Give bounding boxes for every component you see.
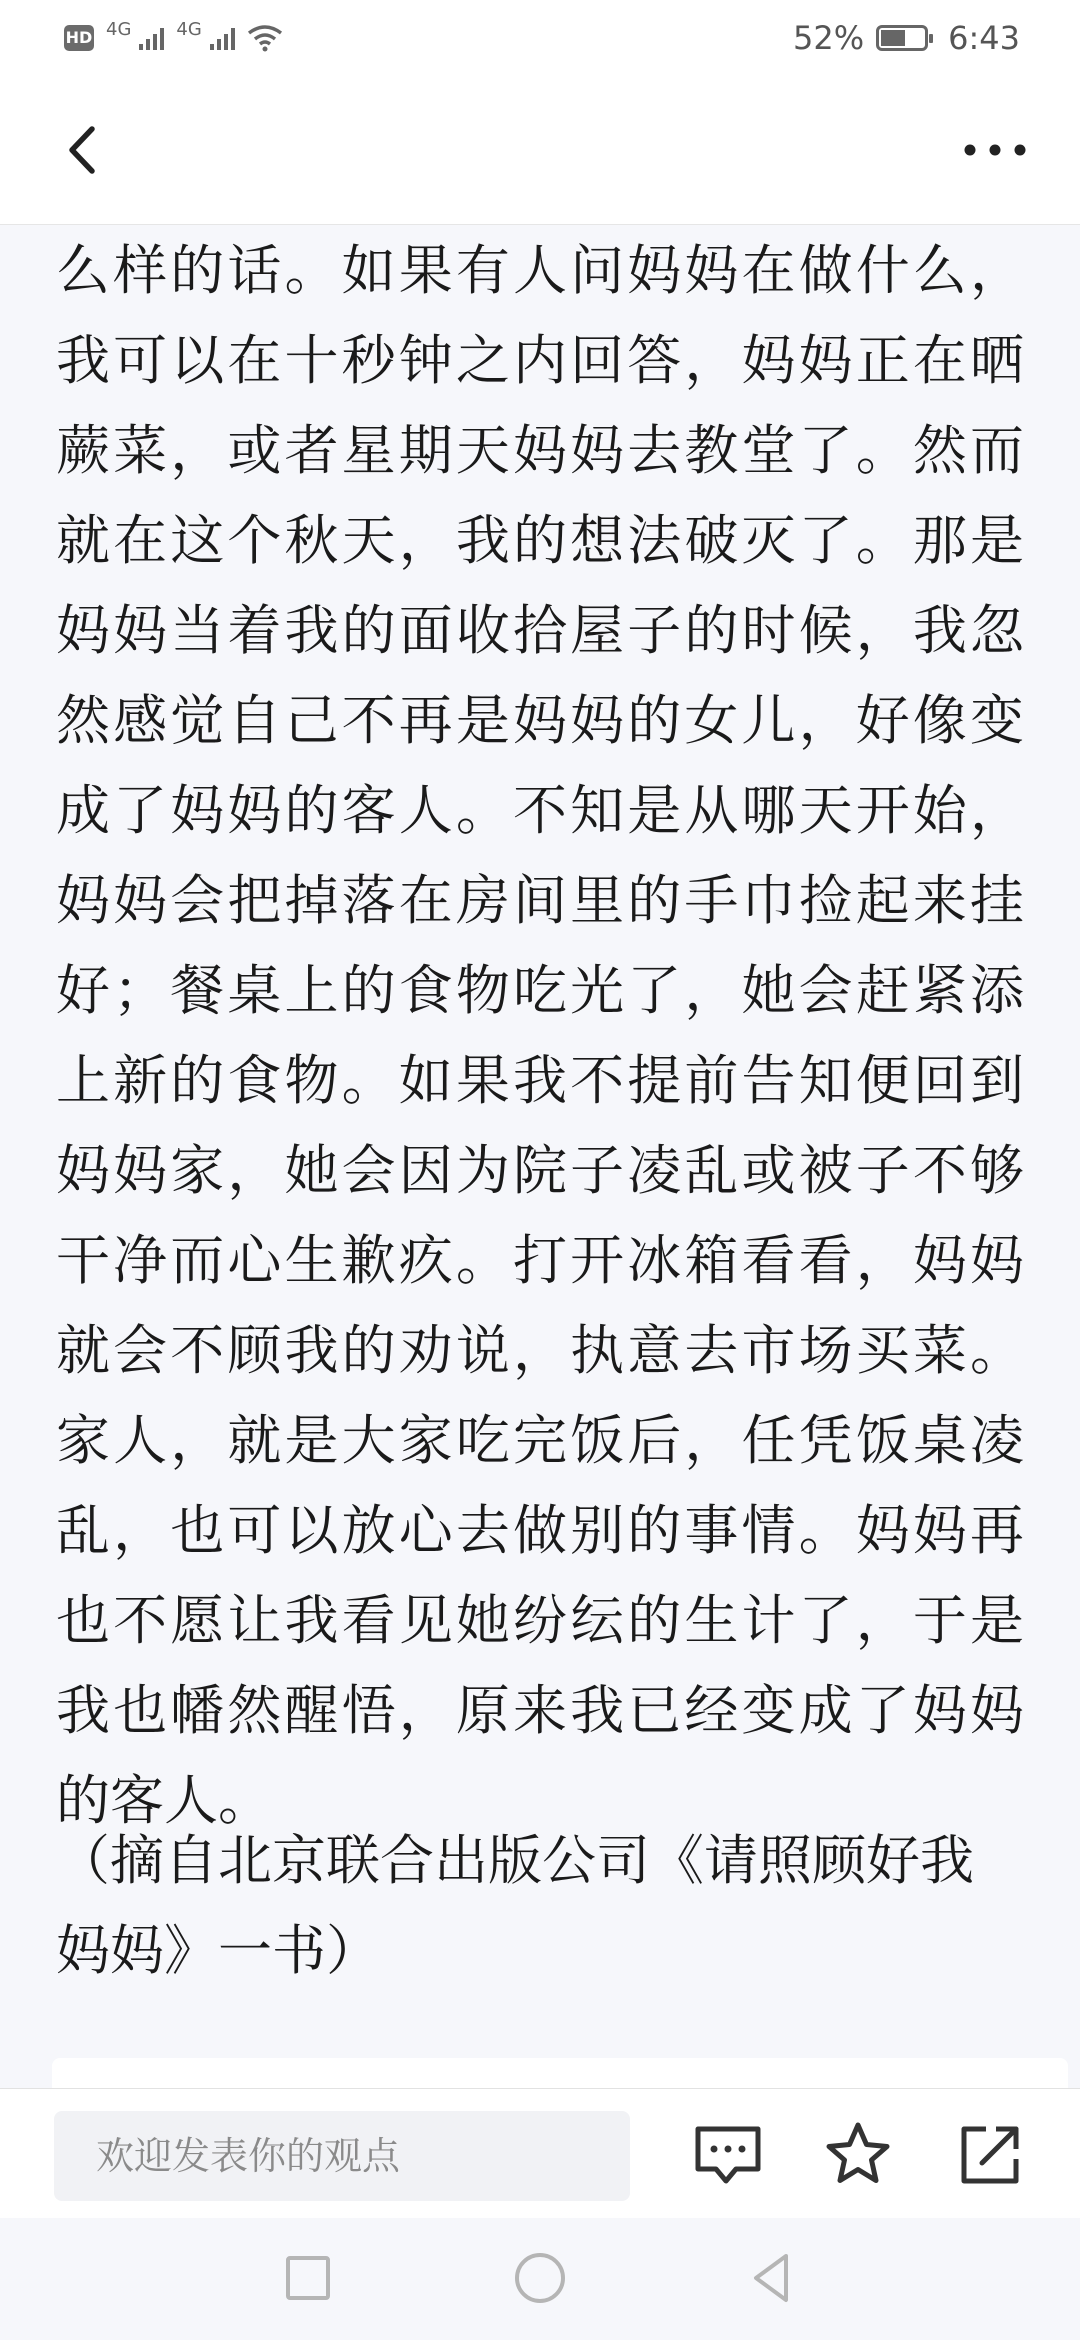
more-button[interactable] (950, 115, 1040, 185)
article-content[interactable] (0, 226, 1080, 2090)
home-button[interactable] (510, 2248, 570, 2308)
comment-icon (690, 2117, 766, 2193)
recents-button[interactable] (278, 2248, 338, 2308)
status-right (793, 19, 1020, 57)
back-button[interactable] (52, 115, 122, 185)
wifi-icon (247, 24, 283, 52)
more-horizontal-icon (950, 115, 1040, 185)
status-left (64, 19, 283, 52)
clock: 6:43 (948, 18, 1020, 57)
comment-input[interactable]: 欢迎发表你的观点 (54, 2111, 630, 2201)
recents-square-icon (278, 2248, 338, 2308)
article-body: 么样的话。如果有人问妈妈在做什么，我可以在十秒钟之内回答，妈妈正在晒蕨菜，或者星期天妈妈去教堂了。然而就在这个秋天，我的想法破灭了。那是妈妈当着我的面收拾屋子的时候，我忽然感觉自己不再是妈妈的女儿，好像变成了妈妈的客人。不知是从哪天开始，妈妈会把掉落在房间里的手巾捡起来挂好；餐桌上的食物吃光了，她会赶紧添上新的食物。如果我不提前告知便回到妈妈家，她会因为院子凌乱或被子不够干净而心生歉疚。打开冰箱看看，妈妈就会不顾我的劝说，执意去市场买菜。家人，就是大家吃完饭后，任凭饭桌凌乱，也可以放心去做别的事情。妈妈再也不愿让我看见她纷纭的生计了，于是我也幡然醒悟，原来我已经变成了妈妈的客人。 (56, 239, 1024, 1832)
next-card (52, 2058, 1068, 2090)
comment-bar (0, 2088, 1080, 2218)
share-button[interactable] (952, 2117, 1028, 2193)
chevron-left-icon (52, 115, 122, 185)
battery-icon (876, 25, 928, 51)
signal-icon (139, 26, 164, 50)
home-circle-icon (510, 2248, 570, 2308)
share-icon (952, 2117, 1028, 2193)
top-nav (0, 75, 1080, 225)
status-bar (0, 0, 1080, 75)
system-back-button[interactable] (742, 2248, 802, 2308)
back-triangle-icon (742, 2248, 802, 2308)
article-source: （摘自北京联合出版公司《请照顾好我妈妈》一书） (56, 1829, 974, 1982)
star-icon (820, 2117, 896, 2193)
network-type-2: 4G (176, 19, 202, 40)
network-type-1: 4G (106, 19, 132, 40)
battery-percent: 52% (793, 18, 865, 57)
comment-button[interactable] (690, 2117, 766, 2193)
hd-badge: HD (64, 25, 94, 51)
favorite-button[interactable] (820, 2117, 896, 2193)
system-nav-bar (0, 2218, 1080, 2340)
signal-icon-2 (210, 26, 235, 50)
